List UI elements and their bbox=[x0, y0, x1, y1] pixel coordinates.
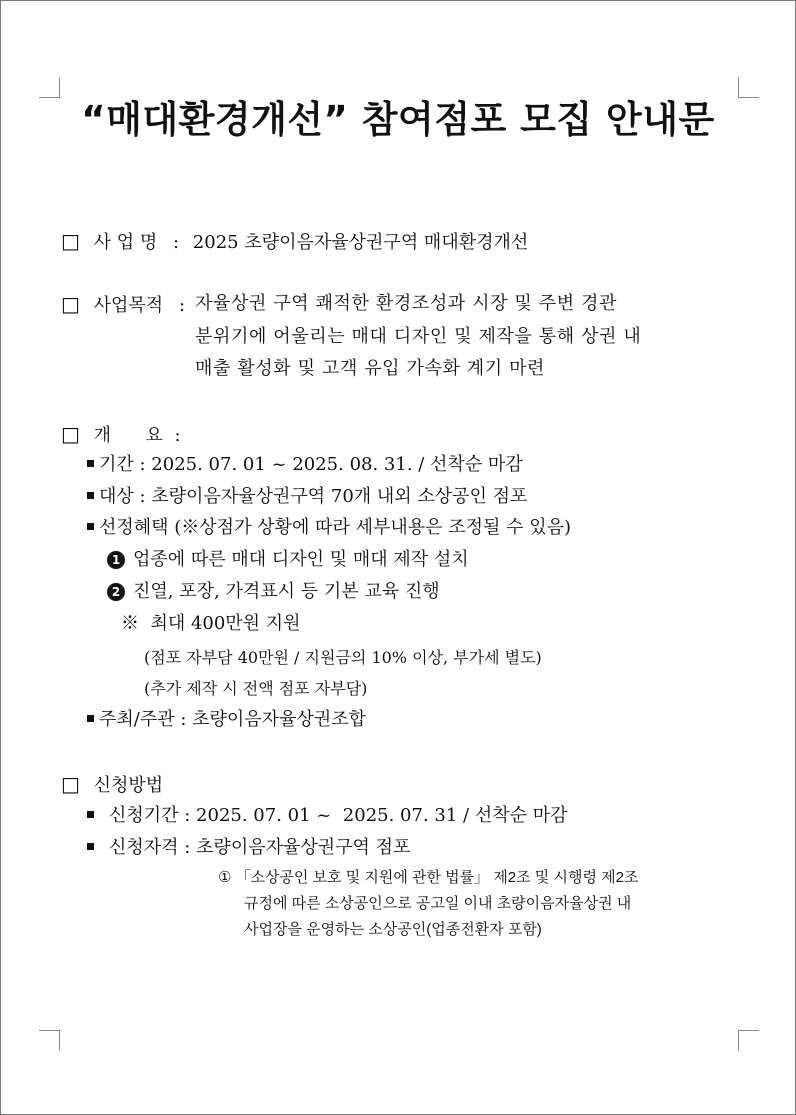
business-name-value: 2025 초량이음자율상권구역 매대환경개선 bbox=[192, 232, 529, 253]
overview-label: 개 요 bbox=[93, 425, 163, 446]
page-title: “매대환경개선” 참여점포 모집 안내문 bbox=[81, 98, 715, 141]
checkbox-square-icon: □ bbox=[61, 772, 80, 796]
organizer-text: 주최/주관 : 초량이음자율상권조합 bbox=[99, 709, 367, 730]
checkbox-square-icon: □ bbox=[61, 229, 80, 253]
overview-organizer bbox=[87, 709, 366, 731]
business-name-label: 사 업 명 bbox=[93, 232, 158, 253]
bullet-icon bbox=[87, 811, 94, 818]
bullet-icon bbox=[87, 523, 94, 530]
overview-target-text: 대상 : 초량이음자율상권구역 70개 내외 소상공인 점포 bbox=[99, 486, 528, 507]
support-note-2: (추가 제작 시 전액 점포 자부담) bbox=[144, 679, 368, 698]
apply-row bbox=[61, 773, 163, 797]
benefit-item-2 bbox=[107, 581, 440, 603]
circled-one-icon: ① bbox=[218, 869, 232, 886]
overview-period bbox=[87, 454, 523, 476]
criteria-line-2: 규정에 따른 소상공인으로 공고일 이내 초량이음자율상권 내 bbox=[244, 895, 632, 912]
overview-benefit-header bbox=[87, 517, 571, 539]
purpose-label: 사업목적 bbox=[93, 295, 164, 316]
bullet-icon bbox=[87, 492, 94, 499]
purpose-line-2: 분위기에 어울리는 매대 디자인 및 제작을 통해 상권 내 bbox=[195, 326, 642, 347]
checkbox-square-icon: □ bbox=[61, 422, 80, 446]
purpose-line-1: 자율상권 구역 쾌적한 환경조성과 시장 및 주변 경관 bbox=[195, 293, 617, 314]
overview-row bbox=[61, 423, 181, 447]
apply-eligibility bbox=[87, 837, 410, 859]
overview-target bbox=[87, 486, 527, 508]
apply-period-text: 신청기간 : 2025. 07. 01 ~ 2025. 07. 31 / 선착순 마감 bbox=[109, 805, 568, 826]
benefit-item-1 bbox=[107, 549, 469, 571]
apply-label: 신청방법 bbox=[93, 775, 164, 796]
criteria-line-1 bbox=[218, 867, 638, 889]
benefit-header-text: 선정혜택 (※상점가 상황에 따라 세부내용은 조정될 수 있음) bbox=[99, 517, 572, 538]
bullet-icon bbox=[87, 715, 94, 722]
benefit-item-1-text: 업종에 따른 매대 디자인 및 매대 제작 설치 bbox=[133, 549, 469, 570]
criteria-line-3: 사업장을 운영하는 소상공인(업종전환자 포함) bbox=[244, 921, 542, 938]
crop-mark-bottom-left bbox=[39, 1030, 60, 1051]
benefit-item-2-text: 진열, 포장, 가격표시 등 기본 교육 진행 bbox=[133, 581, 440, 602]
apply-period bbox=[87, 805, 567, 827]
apply-eligibility-text: 신청자격 : 초량이음자율상권구역 점포 bbox=[109, 837, 411, 858]
purpose-line-3: 매출 활성화 및 고객 유입 가속화 계기 마련 bbox=[195, 358, 546, 379]
separator: : bbox=[172, 232, 180, 253]
number-one-icon: 1 bbox=[107, 551, 125, 569]
bullet-icon bbox=[87, 843, 94, 850]
purpose-row bbox=[61, 293, 185, 317]
separator: : bbox=[174, 425, 181, 446]
support-amount: ※ 최대 400만원 지원 bbox=[121, 613, 301, 634]
separator: : bbox=[178, 295, 186, 316]
checkbox-square-icon: □ bbox=[61, 292, 80, 316]
crop-mark-bottom-right bbox=[738, 1030, 759, 1051]
bullet-icon bbox=[87, 460, 94, 467]
support-note-1: (점포 자부담 40만원 / 지원금의 10% 이상, 부가세 별도) bbox=[144, 648, 542, 667]
number-two-icon: 2 bbox=[107, 583, 125, 601]
overview-period-text: 기간 : 2025. 07. 01 ~ 2025. 08. 31. / 선착순 마감 bbox=[99, 454, 523, 475]
business-name-row bbox=[61, 230, 528, 254]
criteria-line-1-text: 「소상공인 보호 및 지원에 관한 법률」 제2조 및 시행령 제2조 bbox=[235, 869, 639, 886]
